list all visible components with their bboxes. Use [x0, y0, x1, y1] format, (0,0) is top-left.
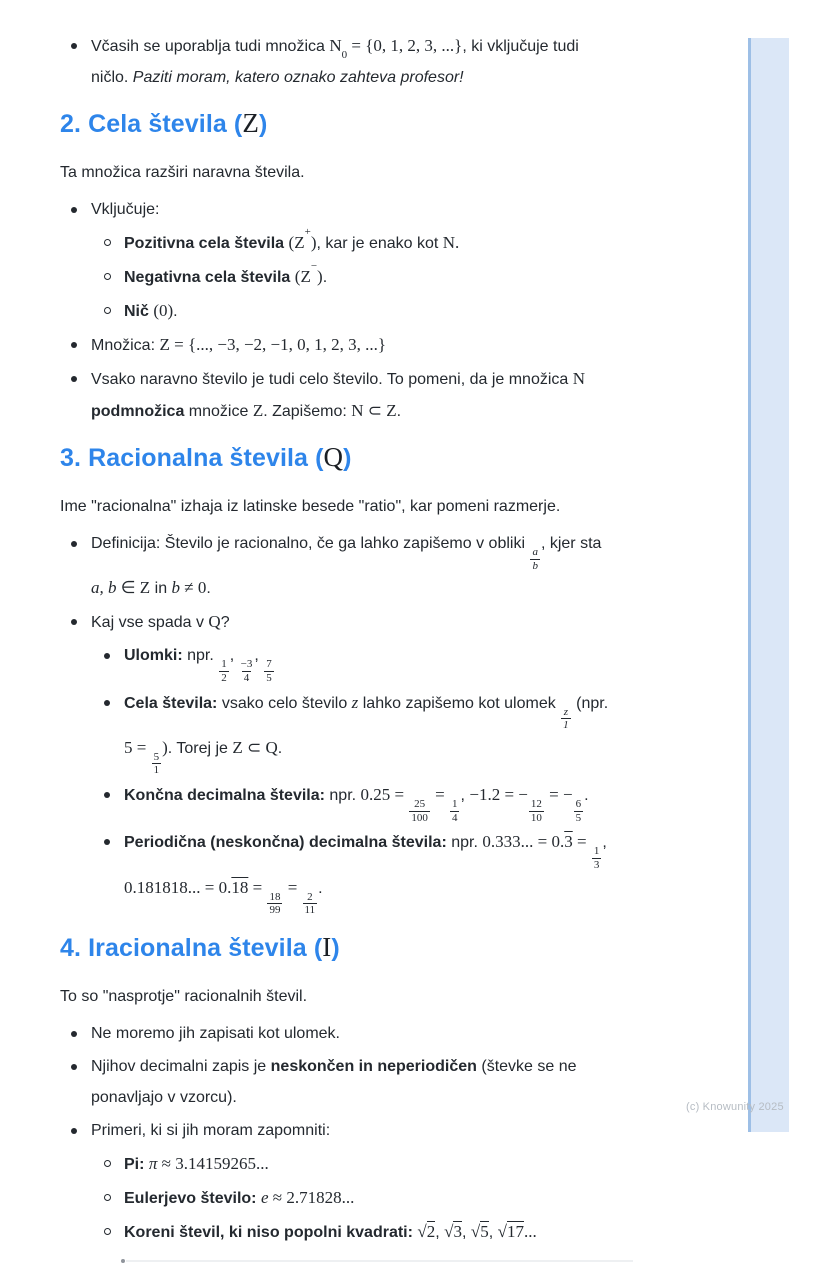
sub-bullet-item	[93, 826, 752, 917]
text-segment: Cela števila:	[124, 694, 222, 712]
math-segment: =	[572, 832, 591, 852]
text-segment: , kar je enako kot	[316, 235, 443, 252]
text-segment: Vsako naravno število je tudi celo število. To pomeni, da je množica	[91, 371, 573, 388]
text-segment: (števke se ne	[476, 1057, 577, 1075]
math-segment: N.	[442, 233, 460, 252]
math-sqrt: √17	[497, 1221, 524, 1241]
math-fraction	[266, 891, 283, 917]
text-segment: ,	[602, 834, 607, 852]
bullet-marker	[71, 43, 77, 49]
math-segment: e	[260, 1187, 269, 1207]
page-edge-strip	[748, 38, 789, 1132]
bullet-marker	[71, 207, 77, 213]
text-segment: Pi:	[124, 1155, 149, 1173]
fraction-numerator: 25	[414, 798, 426, 811]
fraction-denominator: 1	[153, 764, 160, 777]
text-segment: .	[322, 269, 328, 286]
bullet-marker	[71, 1128, 77, 1134]
bullet-item	[60, 1018, 752, 1049]
text-segment: Primeri, ki si jih moram zapomniti:	[91, 1121, 331, 1139]
text-segment: Periodična (neskončna) decimalna števila:	[124, 834, 452, 852]
sub-bullet-item	[93, 779, 752, 824]
text-segment: Nič	[124, 303, 154, 320]
math-segment: ≈ 2.71828...	[268, 1187, 355, 1207]
math-fraction	[573, 798, 585, 824]
text-segment: ,	[229, 647, 239, 665]
fraction-numerator: 12	[530, 798, 542, 811]
bullet-marker	[104, 1194, 111, 1201]
heading-math-symbol: I	[322, 931, 332, 962]
fraction-denominator: 5	[266, 671, 272, 684]
math-fraction	[528, 798, 545, 824]
math-segment: b	[171, 578, 181, 598]
bullet-item	[60, 329, 752, 361]
sub-bullet-item	[93, 1148, 752, 1180]
text-segment: To so "nasprotje" racionalnih števil.	[60, 987, 308, 1005]
section-heading	[60, 440, 752, 475]
fraction-numerator: 7	[266, 658, 272, 671]
math-segment: = {0, 1, 2, 3, ...}	[347, 36, 463, 55]
math-segment: $N_0$	[329, 36, 348, 62]
bullet-item	[60, 606, 752, 638]
section-heading	[60, 106, 752, 141]
fraction-numerator: 18	[269, 890, 281, 903]
divider-dot	[121, 1259, 125, 1263]
text-segment: 2. Cela števila (	[60, 110, 243, 138]
text-segment: ničlo.	[91, 69, 133, 86]
bullet-marker	[71, 619, 77, 625]
math-segment: 0.25 =	[360, 785, 409, 805]
text-segment: neskončen in neperiodičen	[270, 1057, 477, 1075]
fraction-denominator: 11	[304, 904, 316, 917]
math-segment: N	[572, 369, 586, 388]
sqrt-radicand: 3	[453, 1221, 462, 1241]
bullet-marker	[104, 839, 110, 845]
text-segment: Njihov decimalni zapis je	[91, 1057, 271, 1075]
text-segment: Ulomki:	[124, 647, 188, 665]
bullet-marker	[104, 307, 111, 314]
fraction-numerator: z	[563, 705, 569, 718]
bullet-marker	[104, 273, 111, 280]
heading-math-symbol: Z	[242, 108, 259, 138]
watermark: (c) Knowunity 2025	[686, 1101, 784, 1113]
bullet-marker	[71, 1064, 77, 1070]
sqrt-radicand: 17	[506, 1221, 524, 1241]
math-segment: π	[148, 1153, 158, 1173]
math-segment: Z	[252, 401, 264, 420]
bullet-item	[60, 1051, 752, 1113]
math-segment: )	[317, 267, 323, 286]
math-segment: −1.2 = −	[469, 785, 528, 805]
math-segment: Z−	[300, 260, 318, 286]
fraction-numerator: 5	[153, 750, 160, 763]
math-segment: = −	[544, 785, 573, 805]
text-segment: Negativna cela števila	[124, 269, 295, 286]
text-segment: . Torej je	[167, 739, 233, 757]
sub-bullet-item	[93, 295, 752, 327]
fraction-denominator: 99	[269, 904, 281, 917]
math-fraction	[151, 751, 163, 777]
bullet-marker	[71, 541, 77, 547]
text-segment: Koreni števil, ki niso popolni kvadrati:	[124, 1223, 418, 1241]
math-overline: 3	[564, 832, 573, 852]
fraction-denominator: 100	[411, 811, 428, 824]
bullet-item	[60, 528, 752, 604]
text-segment: vsako celo število	[221, 694, 352, 712]
paragraph	[60, 491, 752, 522]
fraction-denominator: 4	[451, 811, 458, 824]
math-segment: z	[351, 692, 359, 712]
math-fraction	[302, 891, 319, 917]
section-heading	[60, 930, 752, 965]
fraction-numerator: 6	[575, 798, 582, 811]
text-segment: )	[343, 444, 352, 472]
math-fraction	[449, 798, 461, 824]
bullet-item	[60, 30, 752, 93]
bullet-marker	[71, 342, 77, 348]
fraction-denominator: b	[532, 559, 538, 572]
text-segment: množice	[184, 403, 253, 420]
math-segment: ≠ 0	[180, 578, 207, 598]
text-segment: .	[277, 739, 283, 757]
math-segment: =	[248, 877, 267, 897]
text-segment: ,	[460, 787, 470, 805]
sqrt-radicand: 5	[480, 1221, 489, 1241]
text-segment: Pozitivna cela števila	[124, 235, 289, 252]
text-segment: , kjer sta	[540, 535, 602, 552]
text-segment: Množica:	[91, 337, 160, 354]
math-segment: =	[283, 877, 302, 897]
math-segment: )	[162, 737, 168, 757]
text-segment: 4. Iracionalna števila (	[60, 933, 323, 962]
divider-line	[126, 1260, 633, 1262]
math-fraction	[263, 658, 275, 684]
text-segment: lahko zapišemo kot ulomek	[358, 694, 561, 712]
text-segment: )	[258, 110, 268, 138]
text-segment: Ta množica razširi naravna števila.	[60, 164, 305, 181]
fraction-numerator: −3	[240, 658, 253, 671]
text-segment: .	[173, 303, 178, 320]
math-segment: Z ⊂ Q	[232, 737, 278, 757]
math-segment: 5 =	[124, 737, 151, 757]
text-segment: Kaj vse spada v	[91, 614, 209, 632]
math-segment: ...	[523, 1221, 537, 1241]
math-sqrt: √5	[470, 1221, 489, 1241]
math-segment: 0.333... = 0.	[482, 832, 565, 852]
sub-bullet-item	[93, 1182, 752, 1214]
heading-math-symbol: Q	[323, 442, 344, 472]
text-segment: Eulerjevo število:	[124, 1189, 261, 1207]
math-segment: ≈ 3.14159265...	[157, 1153, 269, 1173]
bullet-marker	[104, 1160, 111, 1167]
text-segment: ponavljajo v vzorcu).	[91, 1088, 237, 1106]
fraction-denominator: 4	[243, 671, 250, 684]
text-segment: Končna decimalna števila:	[124, 787, 330, 805]
text-segment: Definicija: Število je racionalno, če ga lahko zapišemo v obliki	[91, 535, 530, 552]
fraction-denominator: 2	[221, 671, 227, 684]
text-segment: npr.	[187, 647, 219, 665]
bullet-marker	[71, 1031, 77, 1037]
math-fraction	[408, 798, 431, 824]
text-segment: (npr.	[571, 694, 609, 712]
sqrt-radicand: 2	[426, 1221, 436, 1241]
text-segment: .	[396, 403, 402, 420]
text-segment: ,	[488, 1223, 498, 1241]
text-segment: , ki vključuje tudi	[462, 38, 579, 55]
text-segment: Ne moremo jih zapisati kot ulomek.	[91, 1024, 340, 1042]
fraction-numerator: 1	[451, 798, 458, 811]
fraction-denominator: 1	[563, 719, 569, 732]
text-segment: in	[150, 580, 172, 598]
bullet-marker	[104, 1228, 111, 1235]
text-segment: npr.	[451, 834, 483, 852]
notes-content	[60, 0, 752, 1263]
text-segment: Včasih se uporablja tudi množica	[91, 38, 330, 55]
bullet-item	[60, 363, 752, 427]
bullet-marker	[104, 792, 110, 798]
math-segment: =	[430, 785, 449, 805]
text-segment: )	[331, 933, 340, 962]
math-fraction	[239, 658, 255, 684]
math-fraction	[218, 658, 230, 684]
sub-bullet-item	[93, 1216, 752, 1248]
math-sqrt: √3	[444, 1221, 462, 1241]
bullet-item	[60, 1115, 752, 1146]
bullet-marker	[104, 700, 110, 706]
fraction-denominator: 3	[593, 859, 600, 872]
fraction-numerator: a	[532, 546, 538, 558]
sub-bullet-item	[93, 640, 752, 684]
fraction-denominator: 10	[530, 811, 542, 824]
sub-bullet-item	[93, 227, 752, 259]
text-segment: .	[584, 787, 589, 805]
math-segment: 0.181818... = 0.	[124, 877, 232, 897]
fraction-denominator: 5	[575, 811, 582, 824]
fraction-numerator: 2	[307, 890, 313, 903]
math-segment: a, b	[91, 578, 117, 598]
bullet-marker	[104, 239, 111, 246]
math-segment: (0)	[153, 301, 174, 320]
math-segment: Q	[208, 612, 221, 632]
divider	[121, 1259, 633, 1263]
paragraph	[60, 981, 752, 1012]
math-segment: (	[294, 267, 301, 286]
bullet-marker	[104, 653, 110, 659]
math-overline: 18	[231, 877, 249, 897]
text-segment: ,	[435, 1223, 445, 1241]
text-segment: 3. Racionalna števila (	[60, 444, 324, 472]
sub-bullet-item	[93, 261, 752, 293]
text-segment: ?	[220, 614, 230, 632]
text-segment: .	[318, 879, 323, 897]
bullet-item	[60, 194, 752, 225]
math-sqrt: √2	[417, 1221, 436, 1241]
text-segment: ,	[254, 647, 264, 665]
math-fraction	[529, 546, 541, 572]
math-segment: )	[310, 233, 317, 252]
text-segment: Paziti moram, katero oznako zahteva profesor!	[132, 69, 464, 86]
fraction-numerator: 1	[593, 845, 600, 858]
text-segment: podmnožica	[91, 403, 185, 420]
text-segment: ,	[461, 1223, 471, 1241]
text-segment: Ime "racionalna" izhaja iz latinske besede "ratio", kar pomeni razmerje.	[60, 498, 561, 515]
math-fraction	[591, 845, 603, 871]
math-segment: (	[288, 233, 295, 252]
math-fraction	[560, 706, 572, 732]
math-segment: Z = {..., −3, −2, −1, 0, 1, 2, 3, ...}	[159, 335, 387, 354]
text-segment: . Zapišemo:	[263, 403, 352, 420]
fraction-numerator: 1	[221, 658, 227, 671]
sub-bullet-item	[93, 687, 752, 778]
math-segment: ∈ Z	[116, 578, 151, 598]
math-segment: N ⊂ Z	[351, 401, 397, 420]
bullet-marker	[71, 376, 77, 382]
paragraph	[60, 157, 752, 188]
math-segment: Z+	[294, 226, 311, 252]
text-segment: Vključuje:	[91, 201, 160, 218]
text-segment: npr.	[329, 787, 361, 805]
text-segment: .	[206, 580, 211, 598]
